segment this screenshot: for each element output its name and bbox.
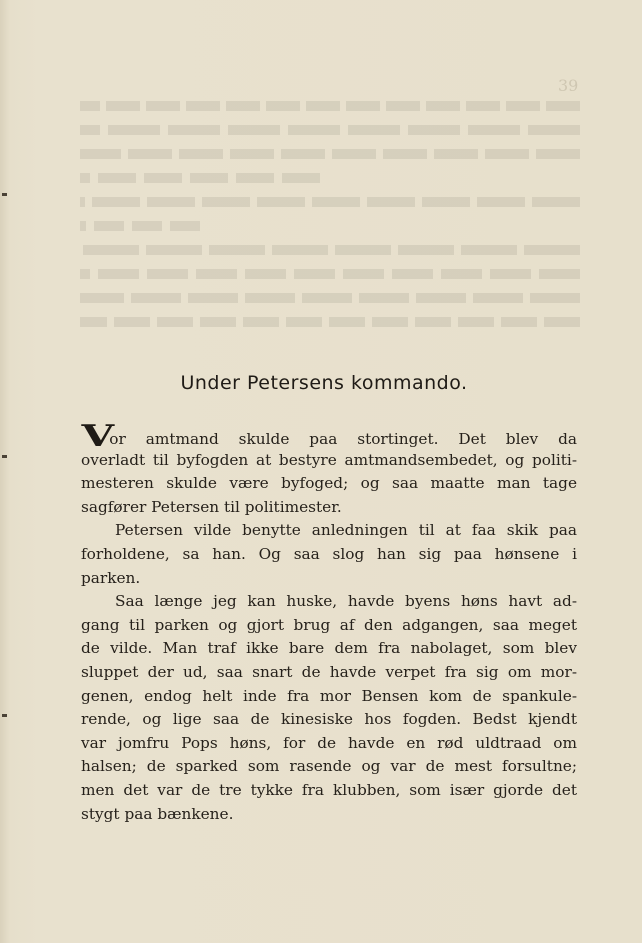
text-line: rende, og lige saa de kinesiske hos fogden. Bedst kjendt — [81, 710, 577, 729]
text-line: forholdene, sa han. Og saa slog han sig paa hønsene i — [81, 544, 577, 563]
paragraph — [81, 519, 577, 590]
page-number: 39 — [558, 76, 579, 95]
edge-mark — [2, 193, 7, 196]
text-line-content: or amtmand skulde paa stortinget. Det blev da — [109, 430, 577, 448]
text-line: sagfører Petersen til politimester. — [81, 497, 342, 516]
text-line: gang til parken og gjort brug af den adgangen, saa meget — [81, 615, 577, 634]
text-line: overladt til byfogden at bestyre amtmandsembedet, og politi- — [81, 450, 577, 469]
drop-cap: V — [81, 419, 113, 454]
paragraph — [81, 590, 577, 826]
text-line: men det var de tre tykke fra klubben, som især gjorde det — [81, 780, 577, 799]
chapter-title: Under Petersens kommando. — [180, 372, 468, 394]
text-line: stygt paa bænkene. — [81, 804, 234, 823]
text-line — [81, 419, 577, 454]
text-line: Petersen vilde benytte anledningen til at faa skik paa — [115, 521, 577, 540]
text-line: genen, endog helt inde fra mor Bensen kom de spankule- — [81, 686, 577, 705]
text-line: halsen; de sparked som rasende og var de mest forsultne; — [81, 757, 577, 776]
text-line: parken. — [81, 568, 141, 587]
text-line: de vilde. Man traf ikke bare dem fra nabolaget, som blev — [81, 639, 577, 658]
text-line: sluppet der ud, saa snart de havde verpet fra sig om mor- — [81, 662, 577, 681]
chapter-body — [81, 419, 577, 826]
edge-mark — [2, 455, 7, 458]
bleed-through-text — [80, 70, 580, 400]
text-line: var jomfru Pops høns, for de havde en rød uldtraad om — [81, 733, 577, 752]
paragraph — [81, 419, 577, 519]
text-line: Saa længe jeg kan huske, havde byens høns havt ad- — [115, 592, 577, 611]
edge-mark — [2, 714, 7, 717]
text-line: mesteren skulde være byfoged; og saa maatte man tage — [81, 474, 577, 493]
